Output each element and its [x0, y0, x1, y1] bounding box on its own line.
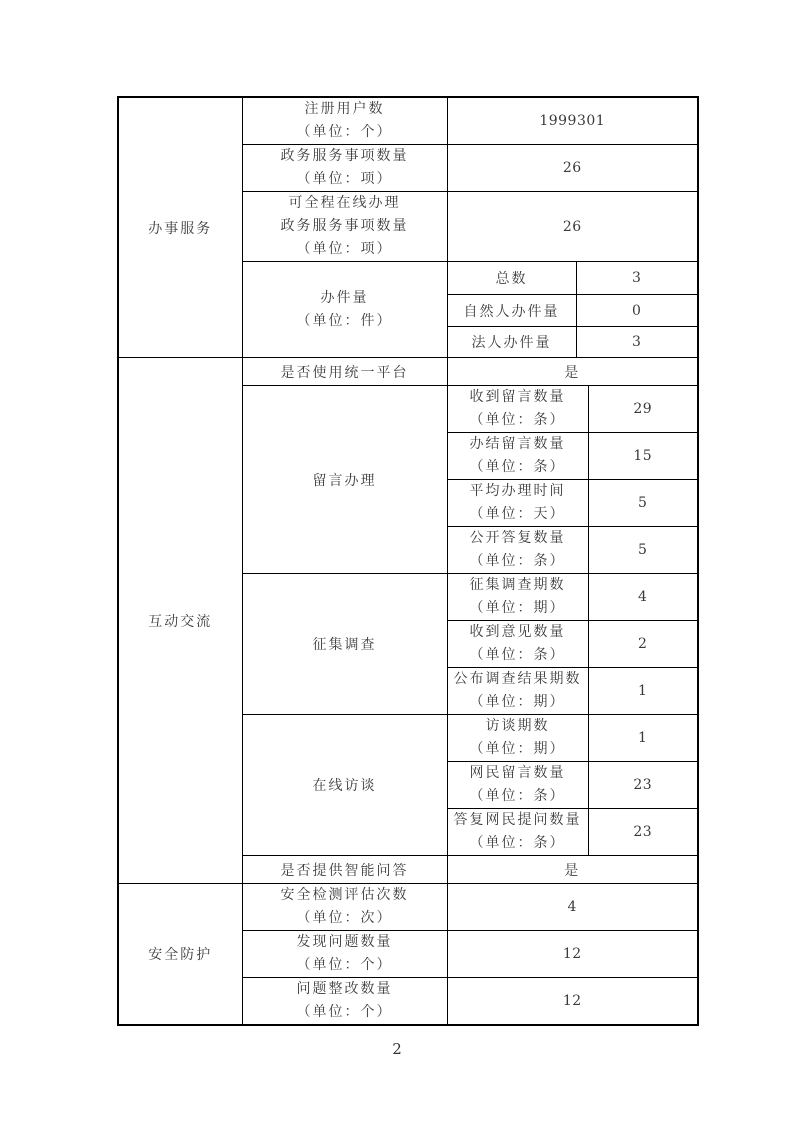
submetric-unit-line: （单位：条）	[469, 647, 566, 663]
submetric-label	[447, 433, 588, 480]
section-label-service: 办事服务	[118, 97, 242, 358]
metric-label-line: 可全程在线办理	[288, 195, 401, 211]
metric-unit-line: （单位：项）	[296, 241, 393, 257]
submetric-label-line: 网民留言数量	[469, 765, 566, 781]
page-number: 2	[392, 1040, 402, 1058]
metric-label-line: 政务服务事项数量	[280, 218, 409, 234]
submetric-label: 自然人办件量	[447, 295, 576, 327]
section-label-security: 安全防护	[118, 884, 242, 1026]
submetric-label-line: 公开答复数量	[469, 530, 566, 546]
submetric-label	[447, 621, 588, 668]
submetric-value: 3	[576, 327, 698, 358]
submetric-value: 23	[588, 809, 698, 856]
submetric-unit-line: （单位：条）	[469, 459, 566, 475]
submetric-unit-line: （单位：期）	[469, 741, 566, 757]
section-label-interaction: 互动交流	[118, 358, 242, 884]
submetric-label-line: 公布调查结果期数	[453, 671, 582, 687]
submetric-value: 4	[588, 574, 698, 621]
metric-label-line: 政务服务事项数量	[280, 148, 409, 164]
group-label-surveys: 征集调查	[242, 574, 447, 715]
metric-value: 26	[447, 145, 698, 192]
group-label-line: 办件量	[320, 289, 369, 306]
submetric-value: 5	[588, 527, 698, 574]
submetric-value: 1	[588, 668, 698, 715]
submetric-label: 总数	[447, 262, 576, 295]
metric-label-line: 安全检测评估次数	[280, 887, 409, 903]
metric-unit-line: （单位：次）	[296, 910, 393, 926]
submetric-label: 法人办件量	[447, 327, 576, 358]
metric-value: 12	[447, 978, 698, 1026]
submetric-label-line: 访谈期数	[485, 718, 550, 734]
submetric-unit-line: （单位：期）	[469, 600, 566, 616]
submetric-label-line: 办结留言数量	[469, 436, 566, 452]
metric-label: 是否使用统一平台	[242, 358, 447, 386]
submetric-label-line: 平均办理时间	[469, 483, 566, 499]
submetric-label	[447, 386, 588, 433]
metric-value: 1999301	[447, 97, 698, 145]
metric-value: 是	[447, 358, 698, 386]
row-security-assessments	[118, 884, 698, 931]
metric-label	[242, 145, 447, 192]
metric-label	[242, 192, 447, 262]
group-unit-line: （单位：件）	[296, 312, 393, 329]
metric-unit-line: （单位：个）	[296, 124, 393, 140]
metric-label	[242, 97, 447, 145]
submetric-unit-line: （单位：天）	[469, 506, 566, 522]
submetric-value: 1	[588, 715, 698, 762]
group-label-cases	[242, 262, 447, 358]
submetric-label	[447, 668, 588, 715]
submetric-label	[447, 480, 588, 527]
submetric-label	[447, 715, 588, 762]
metric-label-line: 注册用户数	[304, 101, 385, 117]
row-unified-platform	[118, 358, 698, 386]
metric-value: 12	[447, 931, 698, 978]
submetric-value: 15	[588, 433, 698, 480]
submetric-label	[447, 809, 588, 856]
metric-unit-line: （单位：项）	[296, 171, 393, 187]
submetric-unit-line: （单位：条）	[469, 412, 566, 428]
metric-unit-line: （单位：个）	[296, 957, 393, 973]
submetric-unit-line: （单位：条）	[469, 835, 566, 851]
submetric-value: 29	[588, 386, 698, 433]
submetric-unit-line: （单位：期）	[469, 694, 566, 710]
submetric-value: 5	[588, 480, 698, 527]
metric-label	[242, 884, 447, 931]
submetric-value: 2	[588, 621, 698, 668]
submetric-label-line: 征集调查期数	[469, 577, 566, 593]
metric-label	[242, 978, 447, 1026]
metric-label-line: 发现问题数量	[296, 934, 393, 950]
metric-value: 4	[447, 884, 698, 931]
group-label-interviews: 在线访谈	[242, 715, 447, 856]
submetric-unit-line: （单位：条）	[469, 788, 566, 804]
submetric-label	[447, 762, 588, 809]
report-table	[117, 96, 699, 1026]
metric-label-line: 问题整改数量	[296, 981, 393, 997]
metric-label	[242, 931, 447, 978]
submetric-label	[447, 527, 588, 574]
submetric-value: 23	[588, 762, 698, 809]
submetric-value: 3	[576, 262, 698, 295]
submetric-label-line: 答复网民提问数量	[453, 812, 582, 828]
metric-unit-line: （单位：个）	[296, 1004, 393, 1020]
row-registered-users	[118, 97, 698, 145]
submetric-label-line: 收到留言数量	[469, 389, 566, 405]
submetric-label	[447, 574, 588, 621]
submetric-unit-line: （单位：条）	[469, 553, 566, 569]
submetric-value: 0	[576, 295, 698, 327]
metric-value: 是	[447, 856, 698, 884]
metric-value: 26	[447, 192, 698, 262]
group-label-messages: 留言办理	[242, 386, 447, 574]
submetric-label-line: 收到意见数量	[469, 624, 566, 640]
metric-label: 是否提供智能问答	[242, 856, 447, 884]
